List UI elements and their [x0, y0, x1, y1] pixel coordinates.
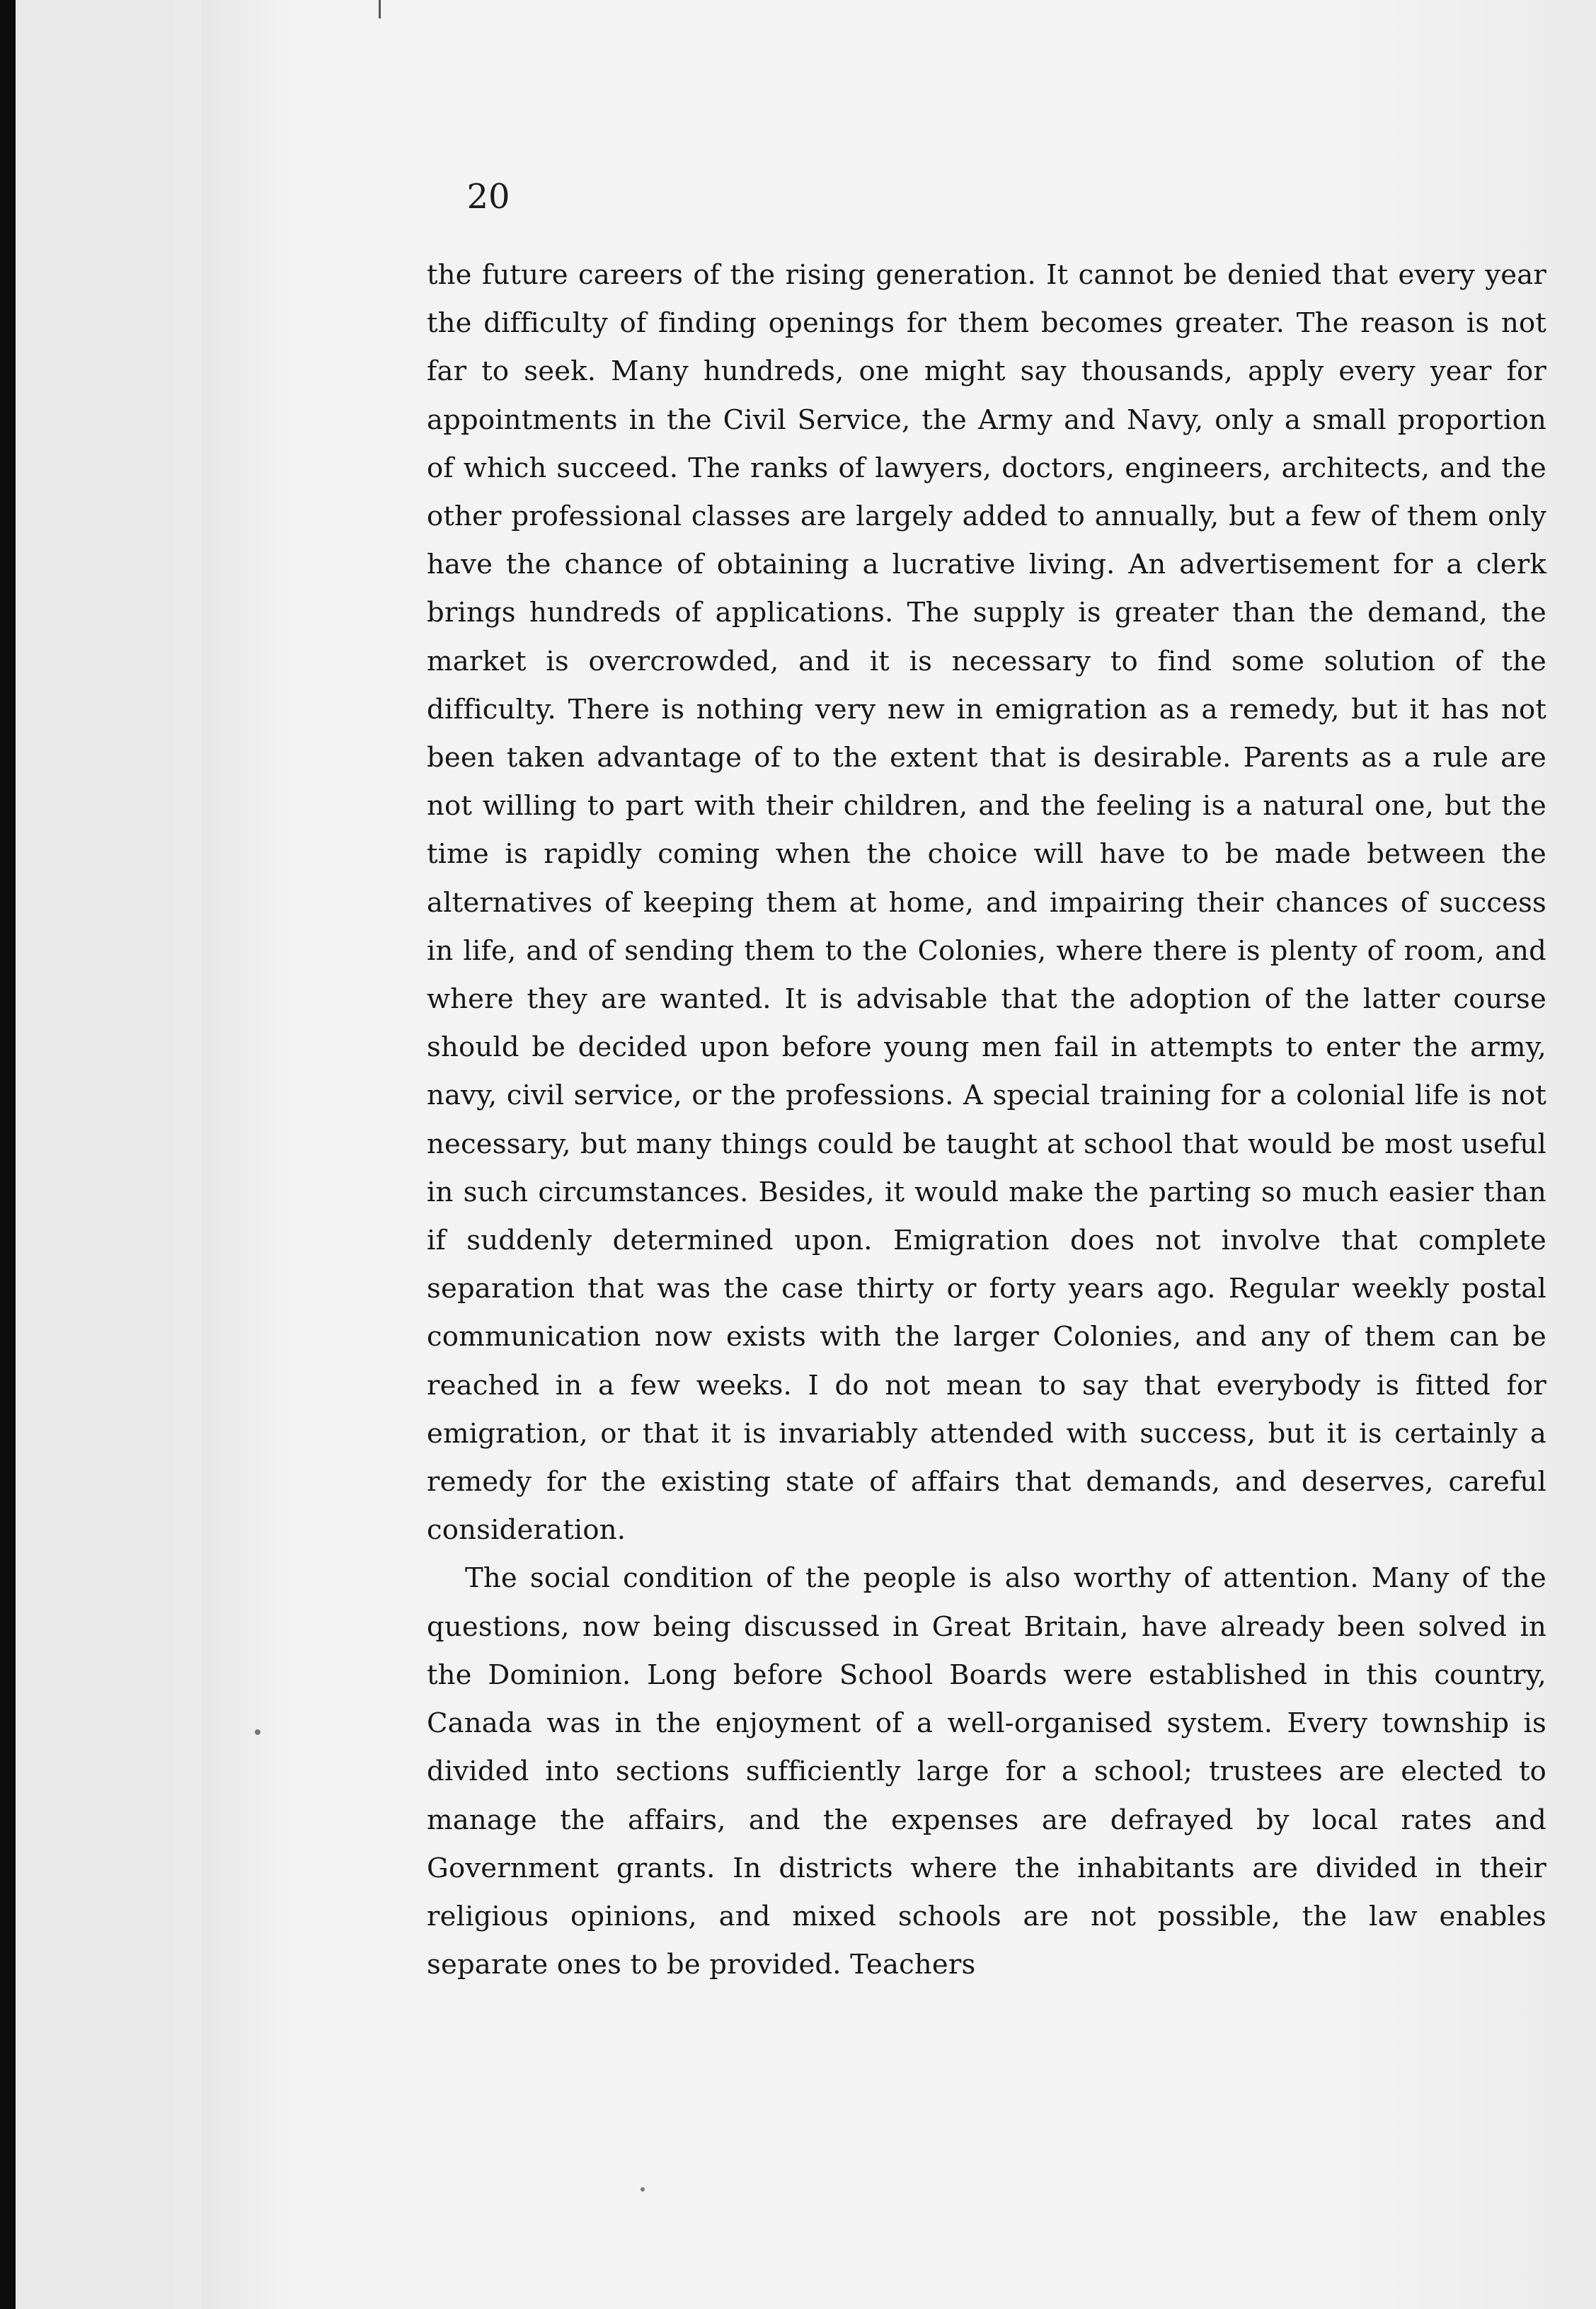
underlying-page-edge	[16, 0, 187, 2309]
scan-tick-mark	[379, 0, 381, 18]
scan-speck	[255, 1729, 260, 1735]
scan-speck	[641, 2187, 645, 2191]
scan-border	[0, 0, 16, 2309]
paragraph-2: The social condition of the people is also worthy of attention. Many of the questions, now being discussed in Great Britain, have already been solved in the Dominion. Long before School Boards were established in this country, Canada was in the enjoyment of a well-organised system. Every township is divided into sections sufficiently large for a school; trustees are elected to manage the affairs, and the expenses are defrayed by local rates and Government grants. In districts where the inhabitants are divided in their religious opinions, and mixed schools are not possible, the law enables separate ones to be provided. Teachers	[427, 1562, 1546, 1981]
body-text	[427, 251, 1546, 1989]
underlying-page-edge-inner	[173, 0, 203, 2309]
page-number: 20	[466, 177, 510, 217]
paragraph-1: the future careers of the rising generation. It cannot be denied that every year the difficulty of finding openings for them becomes greater. The reason is not far to seek. Many hundreds, one might say thousands, apply every year for appointments in the Civil Service, the Army and Navy, only a small proportion of which succeed. The ranks of lawyers, doctors, engineers, architects, and the other professional classes are largely added to annually, but a few of them only have the chance of obtaining a lucrative living. An advertisement for a clerk brings hundreds of applications. The supply is greater than the demand, the market is overcrowded, and it is necessary to find some solution of the difficulty. There is nothing very new in emigration as a remedy, but it has not been taken advantage of to the extent that is desirable. Parents as a rule are not willing to part with their children, and the feeling is a natural one, but the time is rapidly coming when the choice will have to be made between the alternatives of keeping them at home, and impairing their chances of success in life, and of sending them to the Colonies, where there is plenty of room, and where they are wanted. It is advisable that the adoption of the latter course should be decided upon before young men fail in attempts to enter the army, navy, civil service, or the professions. A special training for a colonial life is not necessary, but many things could be taught at school that would be most useful in such circumstances. Besides, it would make the parting so much easier than if suddenly determined upon. Emigration does not involve that complete separation that was the case thirty or forty years ago. Regular weekly postal communication now exists with the larger Colonies, and any of them can be reached in a few weeks. I do not mean to say that everybody is fitted for emigration, or that it is invariably attended with success, but it is certainly a remedy for the existing state of affairs that demands, and deserves, careful consideration.	[427, 259, 1546, 1547]
